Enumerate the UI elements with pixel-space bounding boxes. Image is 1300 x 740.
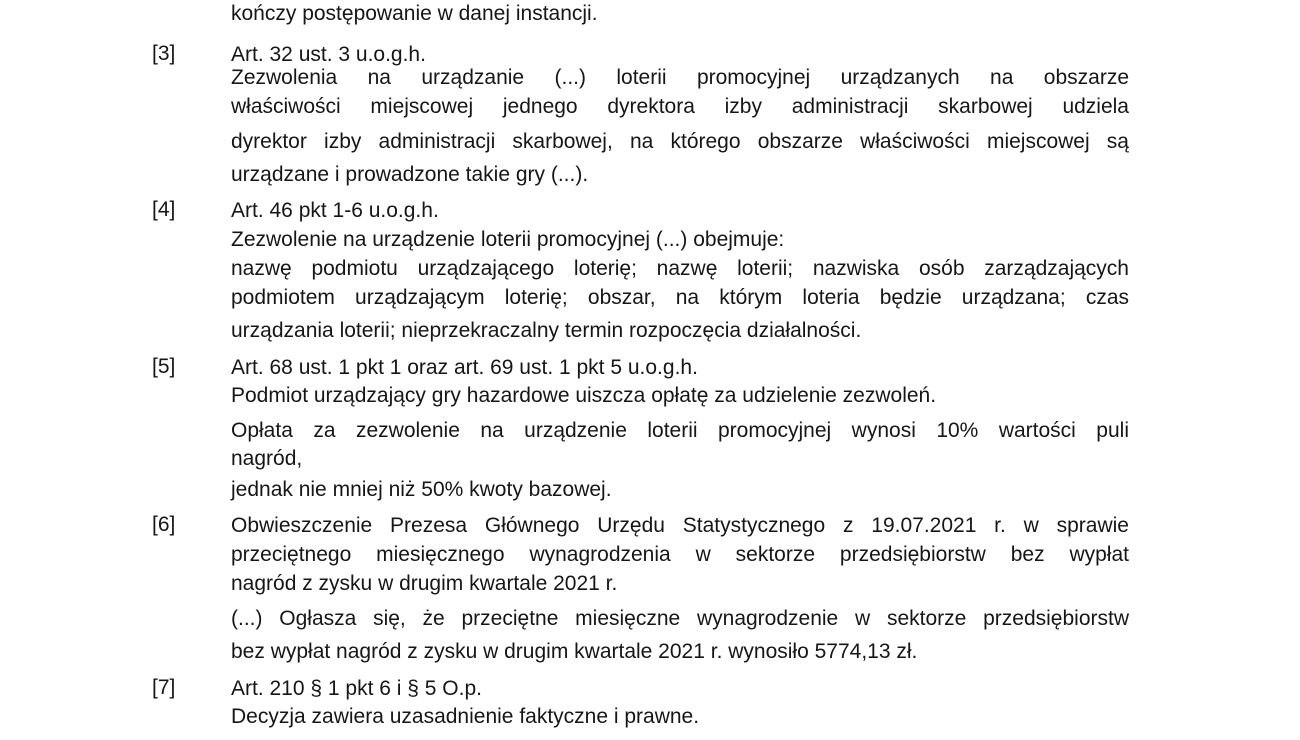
footnote-4-line-1: Art. 46 pkt 1-6 u.o.g.h. bbox=[231, 199, 439, 222]
footnote-5-line-3: Opłata za zezwolenie na urządzenie loterii promocyjnej wynosi 10% wartości puli bbox=[231, 419, 1129, 442]
footnote-6-line-1: Obwieszczenie Prezesa Głównego Urzędu Statystycznego z 19.07.2021 r. w sprawie bbox=[231, 514, 1129, 537]
footnote-3-line-5: urządzane i prowadzone takie gry (...). bbox=[231, 163, 589, 186]
footnote-5-line-2: Podmiot urządzający gry hazardowe uiszcza opłatę za udzielenie zezwoleń. bbox=[231, 384, 937, 407]
footnote-3-line-2: Zezwolenia na urządzanie (...) loterii promocyjnej urządzanych na obszarze bbox=[231, 66, 1129, 89]
footnote-5-line-5: jednak nie mniej niż 50% kwoty bazowej. bbox=[231, 478, 612, 501]
footnote-3-line-1: Art. 32 ust. 3 u.o.g.h. bbox=[231, 43, 426, 66]
footnote-4-line-2: Zezwolenie na urządzenie loterii promocyjnej (...) obejmuje: bbox=[231, 228, 785, 251]
footnote-7-number: [7] bbox=[152, 676, 176, 699]
footnote-4-line-4: podmiotem urządzającym loterię; obszar, na którym loteria będzie urządzana; czas bbox=[231, 286, 1129, 309]
footnote-3-line-3: właściwości miejscowej jednego dyrektora izby administracji skarbowej udziela bbox=[231, 95, 1129, 118]
footnote-6-number: [6] bbox=[152, 513, 176, 536]
footnote-5-line-1: Art. 68 ust. 1 pkt 1 oraz art. 69 ust. 1 pkt 5 u.o.g.h. bbox=[231, 356, 698, 379]
footnote-7-line-1: Art. 210 § 1 pkt 6 i § 5 O.p. bbox=[231, 677, 482, 700]
footnote-3-number: [3] bbox=[152, 42, 176, 65]
footnote-5-number: [5] bbox=[152, 355, 176, 378]
footnote-6-line-5: bez wypłat nagród z zysku w drugim kwartale 2021 r. wynosiło 5774,13 zł. bbox=[231, 640, 918, 663]
footnote-4-line-3: nazwę podmiotu urządzającego loterię; nazwę loterii; nazwiska osób zarządzających bbox=[231, 257, 1129, 280]
footnote-7-line-2: Decyzja zawiera uzasadnienie faktyczne i prawne. bbox=[231, 705, 700, 728]
footnote-5-line-4: nagród, bbox=[231, 447, 303, 470]
footnote-4-line-5: urządzania loterii; nieprzekraczalny termin rozpoczęcia działalności. bbox=[231, 319, 862, 342]
footnote-3-line-4: dyrektor izby administracji skarbowej, na którego obszarze właściwości miejscowej są bbox=[231, 130, 1129, 153]
footnote-2-line-1: kończy postępowanie w danej instancji. bbox=[231, 2, 598, 25]
footnote-4-number: [4] bbox=[152, 198, 176, 221]
footnote-6-line-4: (...) Ogłasza się, że przeciętne miesięczne wynagrodzenie w sektorze przedsiębiorstw bbox=[231, 607, 1129, 630]
footnote-6-line-3: nagród z zysku w drugim kwartale 2021 r. bbox=[231, 572, 618, 595]
footnote-6-line-2: przeciętnego miesięcznego wynagrodzenia w sektorze przedsiębiorstw bez wypłat bbox=[231, 543, 1129, 566]
